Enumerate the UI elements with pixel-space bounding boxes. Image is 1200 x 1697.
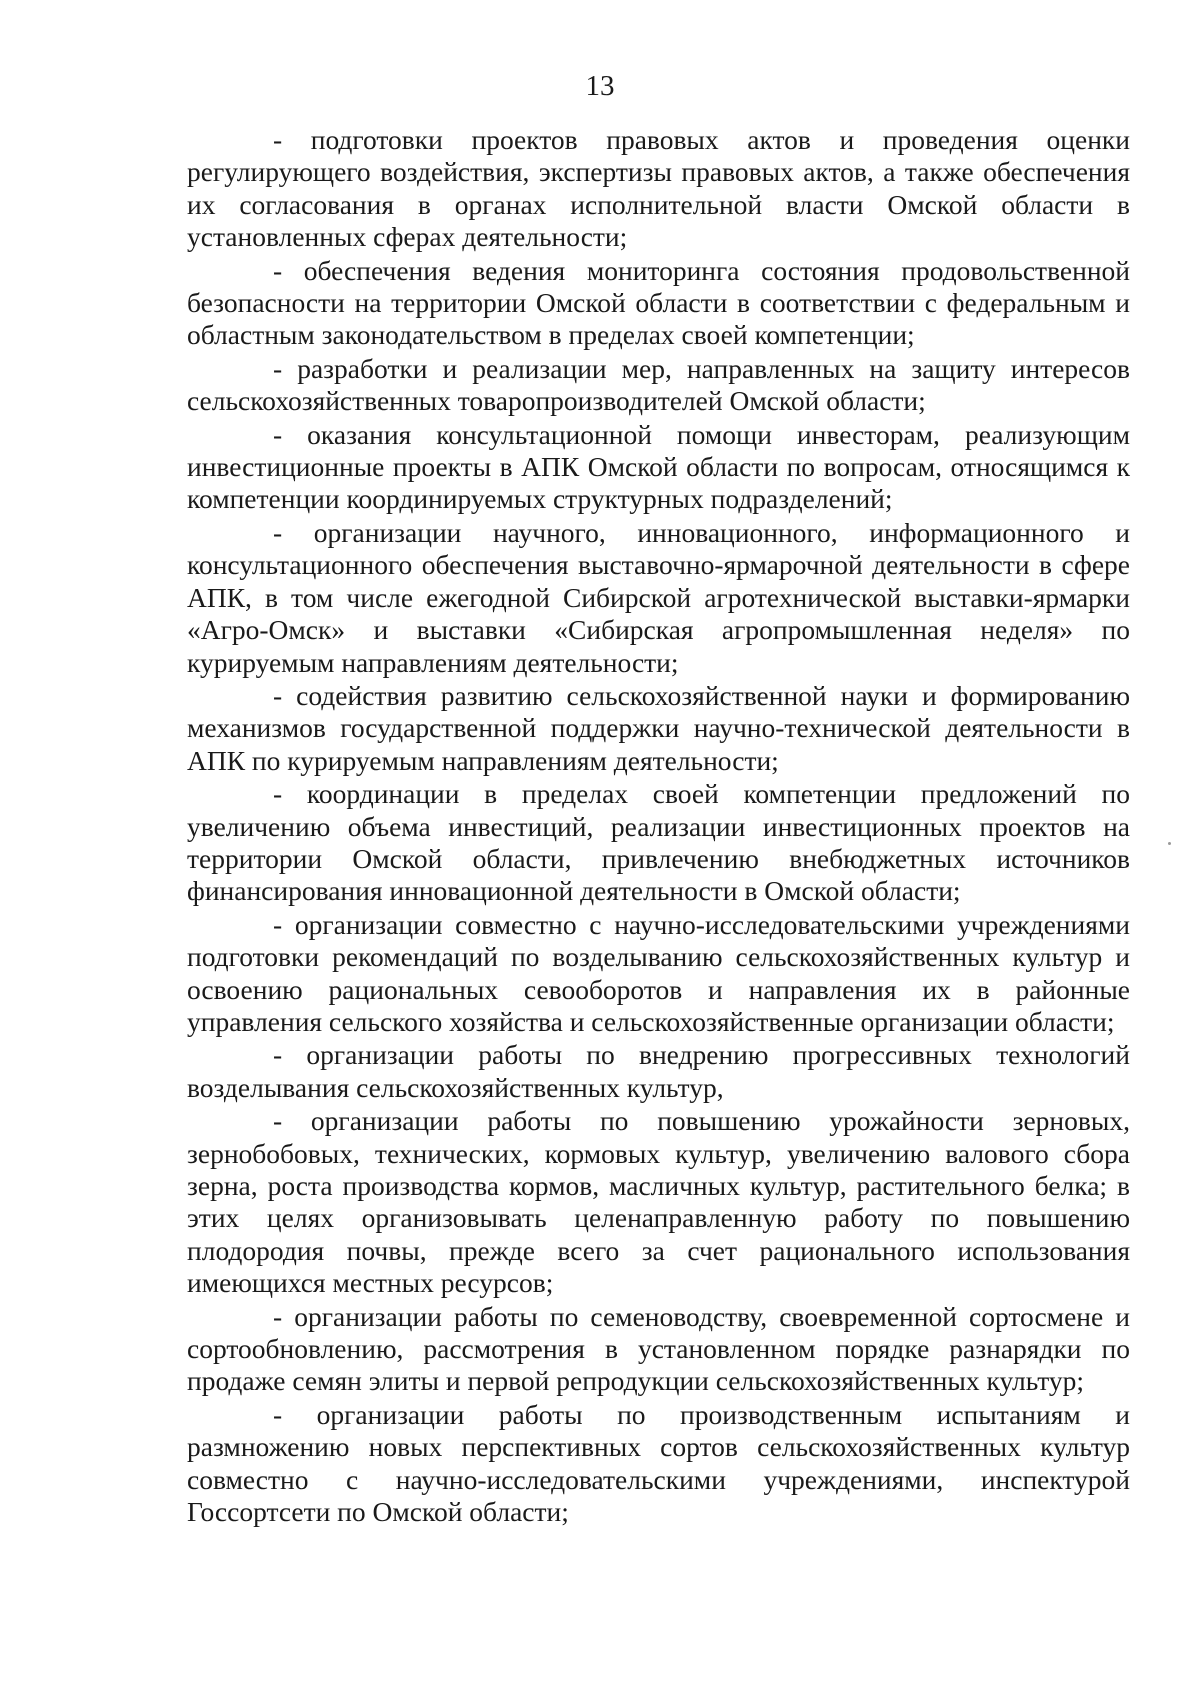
paragraph-9: - организации работы по внедрению прогрессивных технологий возделывания сельскохозяйственных культур, — [187, 1039, 1130, 1103]
paragraph-6: - содействия развитию сельскохозяйственной науки и формированию механизмов государственной поддержки научно-технической деятельности в АПК по курируемым направлениям деятельности; — [187, 679, 1130, 776]
paragraph-5: - организации научного, инновационного, информационного и консультационного обеспечения выставочно-ярмарочной деятельности в сфере АПК, в том числе ежегодной Сибирской агротехнической выставки-ярмарки «Агро-Омск» и выставки «Сибирская агропромышленная неделя» по курируемым направлениям деятельности; — [187, 516, 1130, 678]
document-body — [187, 124, 1130, 1529]
paragraph-3: - разработки и реализации мер, направленных на защиту интересов сельскохозяйственных товаропроизводителей Омской области; — [187, 352, 1130, 417]
paragraph-7: - координации в пределах своей компетенции предложений по увеличению объема инвестиций, реализации инвестиционных проектов на территории Омской области, привлечению внебюджетных источников финансирования инновационной деятельности в Омской области; — [187, 778, 1130, 907]
scan-speck — [1168, 842, 1171, 845]
paragraph-2: - обеспечения ведения мониторинга состояния продовольственной безопасности на территории Омской области в соответствии с федеральным и областным законодательством в пределах своей компетенции; — [187, 254, 1130, 351]
page-number: 13 — [585, 70, 615, 102]
paragraph-10: - организации работы по повышению урожайности зерновых, зернобобовых, технических, кормовых культур, увеличению валового сбора зерна, роста производства кормов, масличных культур, растительного белка; в этих целях организовывать целенаправленную работу по повышению плодородия почвы, прежде всего за счет рационального использования имеющихся местных ресурсов; — [187, 1105, 1130, 1299]
paragraph-4: - оказания консультационной помощи инвесторам, реализующим инвестиционные проекты в АПК Омской области по вопросам, относящимся к компетенции координируемых структурных подразделений; — [187, 418, 1130, 515]
paragraph-12: - организации работы по производственным испытаниям и размножению новых перспективных сортов сельскохозяйственных культур совместно с научно-исследовательскими учреждениями, инспектурой Госсортсети по Омской области; — [187, 1398, 1130, 1528]
paragraph-8: - организации совместно с научно-исследовательскими учреждениями подготовки рекомендаций по возделыванию сельскохозяйственных культур и освоению рациональных севооборотов и направления их в районные управления сельского хозяйства и сельскохозяйственные организации области; — [187, 908, 1130, 1037]
paragraph-1: - подготовки проектов правовых актов и проведения оценки регулирующего воздействия, экспертизы правовых актов, а также обеспечения их согласования в органах исполнительной власти Омской области в установленных сферах деятельности; — [187, 124, 1130, 253]
paragraph-11: - организации работы по семеноводству, своевременной сортосмене и сортообновлению, рассмотрения в установленном порядке разнарядки по продаже семян элиты и первой репродукции сельскохозяйственных культур; — [187, 1300, 1130, 1397]
